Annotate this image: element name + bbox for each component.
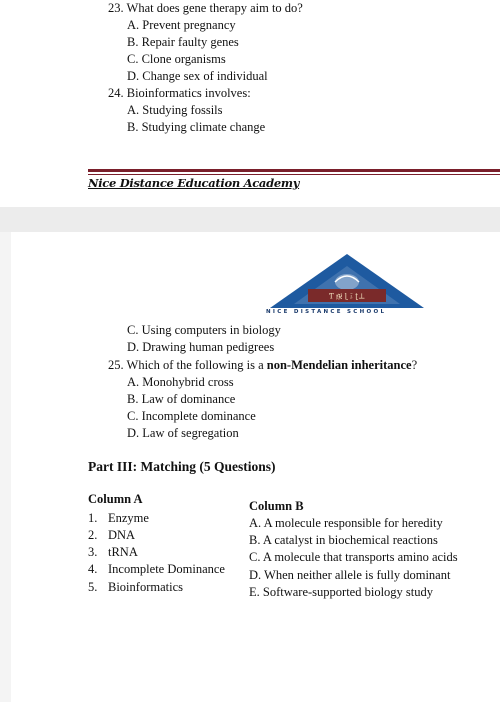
q24-option-d: D. Drawing human pedigrees — [127, 340, 275, 354]
q23-option-c: C. Clone organisms — [127, 52, 226, 66]
q25-option-c: C. Incomplete dominance — [127, 409, 256, 423]
q25-option-a: A. Monohybrid cross — [127, 375, 234, 389]
column-a-item: 2. DNA — [88, 528, 136, 542]
column-b-item: B. A catalyst in biochemical reactions — [249, 533, 438, 547]
academy-name: Nice Distance Education Academy — [88, 176, 300, 190]
column-b-item: D. When neither allele is fully dominant — [249, 568, 451, 582]
column-a-item: 3. tRNA — [88, 545, 138, 559]
q23-option-b: B. Repair faulty genes — [127, 35, 239, 49]
column-a-item: 4. Incomplete Dominance — [88, 562, 225, 576]
school-name: NICE DISTANCE SCHOOL — [266, 309, 387, 315]
page-edge — [0, 232, 11, 702]
question-24: 24. Bioinformatics involves: — [108, 86, 251, 100]
q25-option-b: B. Law of dominance — [127, 392, 236, 406]
q23-option-d: D. Change sex of individual — [127, 69, 268, 83]
column-b-item: A. A molecule responsible for heredity — [249, 516, 443, 530]
q24-option-a: A. Studying fossils — [127, 103, 223, 117]
column-b-item: C. A molecule that transports amino acids — [249, 550, 458, 564]
document-page-1 — [0, 0, 500, 207]
question-23: 23. What does gene therapy aim to do? — [108, 1, 303, 15]
part3-title: Part III: Matching (5 Questions) — [88, 459, 276, 474]
q24-option-b: B. Studying climate change — [127, 120, 266, 134]
column-b-heading: Column B — [249, 499, 304, 513]
column-b-item: E. Software-supported biology study — [249, 585, 434, 599]
column-a-item: 5. Bioinformatics — [88, 580, 183, 594]
q24-option-c: C. Using computers in biology — [127, 323, 281, 337]
footer-rule-thick — [88, 169, 500, 172]
column-a-heading: Column A — [88, 492, 143, 506]
page-gap — [0, 207, 500, 232]
footer-rule-thin — [88, 174, 500, 175]
question-25: 25. Which of the following is a non-Mendelian inheritance? — [108, 358, 418, 372]
logo-banner-text: Ƭ ⱦ፱ ɭ ፤ ʈ⊥ — [328, 291, 366, 301]
column-a-item: 1. Enzyme — [88, 511, 149, 525]
q23-option-a: A. Prevent pregnancy — [127, 18, 236, 32]
q25-option-d: D. Law of segregation — [127, 426, 239, 440]
